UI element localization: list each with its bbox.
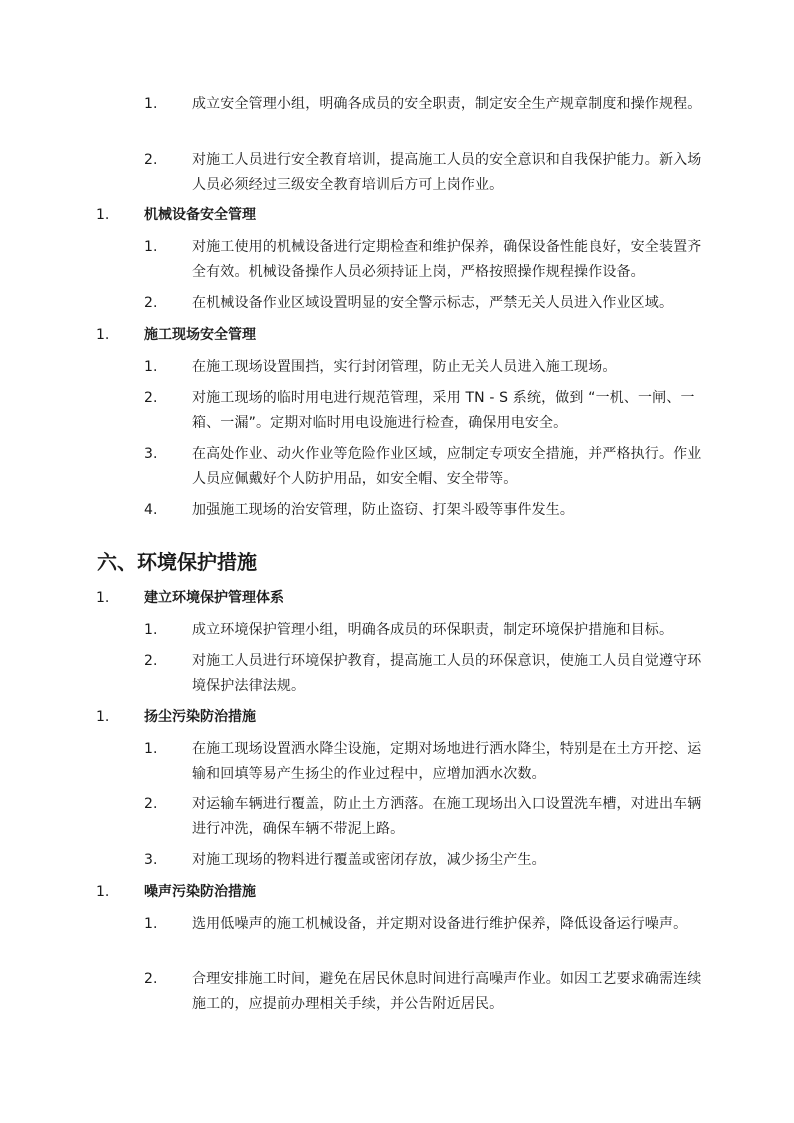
item-number: 3. (144, 852, 158, 868)
item-number: 1. (144, 741, 158, 757)
list-item (144, 737, 710, 787)
item-text: 对施工使用的机械设备进行定期检查和维护保养，确保设备性能良好，安全装置齐全有效。机械设备操作人员必须持证上岗，严格按照操作规程操作设备。 (192, 239, 702, 280)
list-item (144, 92, 710, 117)
item-text: 对运输车辆进行覆盖，防止土方洒落。在施工现场出入口设置洗车槽，对进出车辆进行冲洗，确保车辆不带泥上路。 (192, 796, 702, 837)
list-item (144, 967, 710, 1017)
section-item (96, 880, 704, 905)
section-title: 噪声污染防治措施 (144, 884, 256, 900)
item-number: 1. (144, 96, 158, 112)
item-number: 2. (144, 971, 158, 987)
item-text: 在高处作业、动火作业等危险作业区域，应制定专项安全措施，并严格执行。作业人员应佩戴好个人防护用品，如安全帽、安全带等。 (192, 446, 702, 487)
item-number: 2. (144, 653, 158, 669)
chapter-heading: 六、环境保护措施 (97, 550, 257, 574)
list-item (144, 235, 710, 285)
item-number: 1. (144, 239, 158, 255)
section-title: 施工现场安全管理 (144, 327, 256, 343)
item-text: 在施工现场设置洒水降尘设施，定期对场地进行洒水降尘，特别是在土方开挖、运输和回填等易产生扬尘的作业过程中，应增加洒水次数。 (192, 741, 702, 782)
item-number: 1. (96, 884, 110, 900)
item-number: 1. (144, 916, 158, 932)
section-title: 扬尘污染防治措施 (144, 709, 256, 725)
item-number: 2. (144, 295, 158, 311)
item-number: 2. (144, 390, 158, 406)
item-text: 对施工人员进行环境保护教育，提高施工人员的环保意识，使施工人员自觉遵守环境保护法律法规。 (192, 653, 702, 694)
section-title: 机械设备安全管理 (144, 207, 256, 223)
section-item (96, 203, 704, 228)
list-item (144, 498, 710, 523)
item-text: 成立安全管理小组，明确各成员的安全职责，制定安全生产规章制度和操作规程。 (192, 96, 702, 112)
list-item (144, 649, 710, 699)
item-number: 1. (96, 590, 110, 606)
item-number: 1. (96, 327, 110, 343)
section-item (96, 705, 704, 730)
item-text: 对施工人员进行安全教育培训，提高施工人员的安全意识和自我保护能力。新入场人员必须经过三级安全教育培训后方可上岗作业。 (192, 152, 702, 193)
item-text: 成立环境保护管理小组，明确各成员的环保职责，制定环境保护措施和目标。 (192, 622, 674, 638)
item-text: 选用低噪声的施工机械设备，并定期对设备进行维护保养，降低设备运行噪声。 (192, 916, 688, 932)
item-number: 1. (144, 622, 158, 638)
item-text: 加强施工现场的治安管理，防止盗窃、打架斗殴等事件发生。 (192, 502, 575, 518)
list-item (144, 618, 710, 643)
item-text: 对施工现场的临时用电进行规范管理，采用 TN - S 系统，做到 “一机、一闸、一箱、一漏”。定期对临时用电设施进行检查，确保用电安全。 (192, 390, 695, 431)
list-item (144, 386, 710, 436)
list-item (144, 355, 710, 380)
item-number: 2. (144, 152, 158, 168)
item-text: 在施工现场设置围挡，实行封闭管理，防止无关人员进入施工现场。 (192, 359, 617, 375)
item-number: 4. (144, 502, 158, 518)
list-item (144, 792, 710, 842)
item-number: 1. (96, 207, 110, 223)
item-text: 合理安排施工时间，避免在居民休息时间进行高噪声作业。如因工艺要求确需连续施工的，应提前办理相关手续，并公告附近居民。 (192, 971, 702, 1012)
item-number: 3. (144, 446, 158, 462)
item-number: 2. (144, 796, 158, 812)
list-item (144, 848, 710, 873)
item-number: 1. (96, 709, 110, 725)
list-item (144, 912, 710, 937)
list-item (144, 148, 710, 198)
list-item (144, 291, 710, 316)
item-text: 对施工现场的物料进行覆盖或密闭存放，减少扬尘产生。 (192, 852, 546, 868)
item-number: 1. (144, 359, 158, 375)
section-item (96, 586, 704, 611)
section-item (96, 323, 704, 348)
section-title: 建立环境保护管理体系 (144, 590, 284, 606)
item-text: 在机械设备作业区域设置明显的安全警示标志，严禁无关人员进入作业区域。 (192, 295, 674, 311)
list-item (144, 442, 710, 492)
